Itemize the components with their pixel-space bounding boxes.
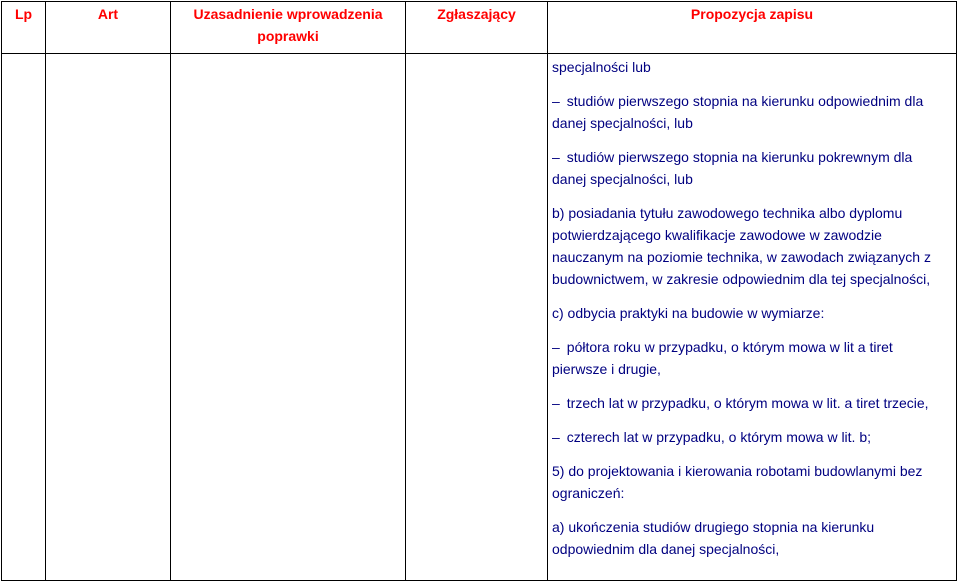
proposal-line: a) ukończenia studiów drugiego stopnia na kierunku — [552, 519, 875, 535]
header-zglaszajacy — [406, 2, 547, 54]
header-uzasadnienie — [171, 2, 405, 54]
header-lp — [2, 2, 45, 54]
proposal-paragraph — [552, 202, 950, 290]
proposal-line: – studiów pierwszego stopnia na kierunku pokrewnym dla — [552, 146, 950, 168]
proposal-line: – trzech lat w przypadku, o którym mowa w lit. a tiret trzecie, — [552, 392, 950, 414]
proposal-line: b) posiadania tytułu zawodowego technika albo dyplomu — [552, 205, 903, 221]
proposal-paragraph — [552, 56, 950, 78]
column-divider — [547, 2, 548, 580]
proposal-line: 5) do projektowania i kierowania robotami budowlanymi bez — [552, 463, 923, 479]
proposal-paragraph — [552, 460, 950, 504]
proposal-line: c) odbycia praktyki na budowie w wymiarze: — [552, 305, 825, 321]
proposal-paragraph — [552, 90, 950, 134]
proposal-paragraph — [552, 426, 950, 448]
column-divider — [45, 2, 46, 580]
proposal-paragraph — [552, 302, 950, 324]
proposal-line: danej specjalności, lub — [552, 171, 693, 187]
proposal-line: pierwsze i drugie, — [552, 361, 661, 377]
header-art-label: Art — [97, 6, 119, 22]
proposal-line: budownictwem, w zakresie odpowiednim dla tej specjalności, — [552, 271, 931, 287]
proposal-line: – półtora roku w przypadku, o którym mowa w lit a tiret — [552, 336, 950, 358]
column-divider — [405, 2, 406, 580]
header-uzasadnienie-line-1: Uzasadnienie wprowadzenia — [193, 6, 383, 22]
proposal-line: danej specjalności, lub — [552, 115, 693, 131]
proposal-paragraph — [552, 146, 950, 190]
header-art — [46, 2, 170, 54]
proposal-line: potwierdzającego kwalifikacje zawodowe w zawodzie — [552, 227, 882, 243]
proposal-line: nauczanym na poziomie technika, w zawodach związanych z — [552, 249, 931, 265]
header-propozycja-label: Propozycja zapisu — [690, 6, 814, 22]
proposal-line: odpowiednim dla danej specjalności, — [552, 541, 780, 557]
column-divider — [170, 2, 171, 580]
proposal-paragraph — [552, 336, 950, 380]
proposal-line: ograniczeń: — [552, 485, 625, 501]
header-uzasadnienie-line-2: poprawki — [257, 28, 319, 44]
proposal-paragraph — [552, 516, 950, 560]
proposal-line: – czterech lat w przypadku, o którym mowa w lit. b; — [552, 426, 950, 448]
proposal-paragraph — [552, 392, 950, 414]
proposal-line: specjalności lub — [552, 59, 651, 75]
header-lp-label: Lp — [14, 6, 33, 22]
proposal-line: – studiów pierwszego stopnia na kierunku odpowiednim dla — [552, 90, 950, 112]
header-zglaszajacy-label: Zgłaszający — [437, 6, 516, 22]
header-propozycja — [548, 2, 956, 54]
